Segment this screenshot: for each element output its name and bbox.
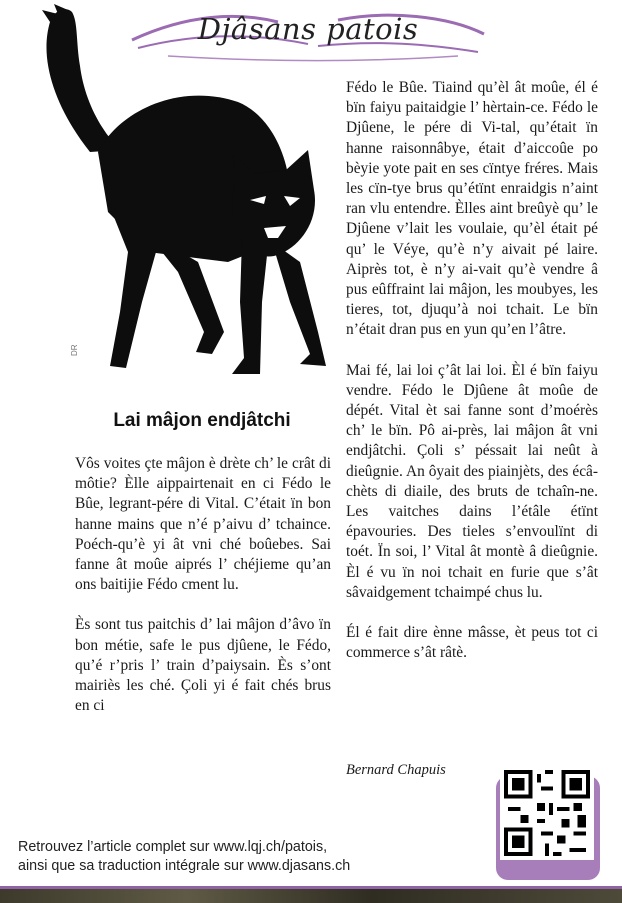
bottom-photo-strip [0, 886, 622, 903]
footer-line: ainsi que sa traduction intégrale sur www.djasans.ch [18, 858, 351, 874]
section-title: Djâsans patois [197, 12, 419, 46]
paragraph: Mai fé, lai loi ç’ât lai loi. Èl é bïn faiyu vendre. Fédo le Djûene ât moûe de dépét. Vital èt sai fanne sont d’moérès ch’ le bïn. Pô ai-près, lai mâjon ât vni endjâtchi. Çoli s’ péssait lai neût à dieûgnie. An ôyait des piainjèts, des écâ-chèts di diaile, des bruts de tchaîn-ne. Les vaitches dains l’étâle étïnt épavouries. Des tieles s’envoulïnt di toét. Ïn soi, l’ Vital ât montè â dieûgnie. Èl é vu ïn noi tchait en furie que s’ât sâvaidgement tchaimpé chus lu. [346, 361, 598, 601]
photo-credit: DR [70, 344, 79, 356]
paragraph: Ès sont tus paitchis d’ lai mâjon d’âvo ïn bon métie, safe le pus djûene, le Fédo, qu’é r’pris l’ train d’paiysain. Ès s’ont mairiès les ché. Çoli yi é fait chés brus en ci [75, 616, 331, 715]
paragraph: Vôs voites çte mâjon è drète ch’ le crât di môtie? Èlle aippairtenait en ci Fédo le Bûe, legrant-pére di Vital. C’était ïn bon hanne mains que n’é p’aivu d’ tchaince. Poéch-qu’è yi ât vni ché boûebes. Sai fanne ât moûe aiprés l’ chéjieme qu’an ons baitijie Fédo cment lu. [75, 455, 331, 594]
paragraph: Él é fait dire ènne mâsse, èt peus tot ci commerce s’ât râtè. [346, 624, 598, 662]
footer-line: Retrouvez l’article complet sur www.lqj.ch/patois, [18, 839, 328, 855]
author-name: Bernard Chapuis [346, 762, 446, 778]
article-title: Lai mâjon endjâtchi [113, 410, 291, 431]
qr-code-icon[interactable] [500, 766, 594, 860]
footer-note [18, 838, 350, 876]
paragraph: Fédo le Bûe. Tiaind qu’èl ât moûe, él é bïn faiyu paitaidgie l’ hèrtain-ce. Fédo le Djûene, le pére di Vi-tal, qu’était ïn hanne raisonnâbye, était d’aiccoûe po bèyie yote pait en ses cïntye fréres. Mais les cïn-tye brus qu’étïnt enraidgis n’aint ran vlu entendre. Èlles aint breûyè qu’ le Djûene v’lait les voulaie, qu’èl était pé qu’ le Véye, qu’è n’y aivait pé laire. Aiprès tot, è n’y ai-vait qu’è vendre â pus eûffraint lai mâjon, les moubyes, les tieres, tot, djuqu’à noi tchait. Le bïn n’était dran pus en yun qu’en l’âtre. [346, 79, 598, 339]
black-cat-illustration [28, 2, 328, 382]
article-column-right [346, 78, 598, 683]
article-column-left [75, 454, 331, 736]
